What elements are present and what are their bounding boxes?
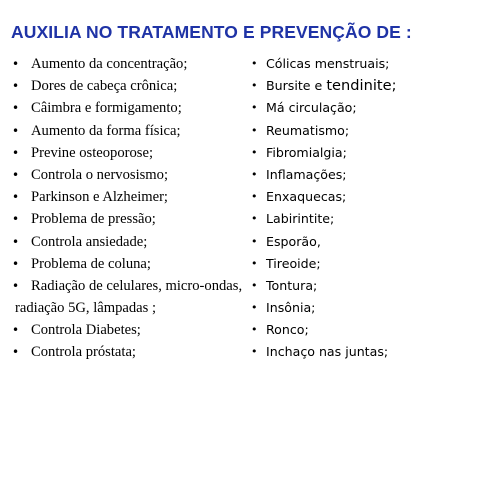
list-item-text: Controla próstata; <box>31 344 136 361</box>
list-item-text: Controla o nervosismo; <box>31 166 169 183</box>
list-item-text: Previne osteoporose; <box>31 144 153 161</box>
list-item-continuation <box>12 297 252 319</box>
bullet-icon: • <box>251 57 258 70</box>
list-item-text: Tireoide; <box>266 255 321 271</box>
bullet-icon: • <box>12 123 20 138</box>
list-item <box>251 186 491 208</box>
list-item <box>251 53 491 75</box>
list-item <box>251 97 491 119</box>
bullet-icon: • <box>12 79 20 94</box>
list-item <box>251 319 491 341</box>
bullet-icon: • <box>12 345 20 360</box>
list-item <box>12 341 252 363</box>
list-item <box>12 97 252 119</box>
list-item-text: Fibromialgia; <box>266 144 347 160</box>
bullet-icon: • <box>251 123 258 137</box>
list-item-text: Problema de coluna; <box>31 255 151 272</box>
bullet-icon: • <box>12 256 20 271</box>
bullet-icon: • <box>12 57 20 71</box>
list-item <box>12 120 252 142</box>
list-item-text: Aumento da concentração; <box>31 56 188 72</box>
list-item <box>251 164 491 186</box>
bullet-icon: • <box>12 101 20 116</box>
list-item-text-large: ; <box>391 77 397 95</box>
list-item <box>251 120 491 142</box>
list-item-text: Controla ansiedade; <box>31 233 148 250</box>
list-item <box>12 319 252 341</box>
list-item-text: Problema de pressão; <box>31 211 156 228</box>
bullet-icon: • <box>12 278 20 293</box>
list-item-text: Cólicas menstruais; <box>266 56 390 71</box>
list-item <box>251 142 491 164</box>
bullet-icon: • <box>12 234 20 249</box>
list-item <box>251 231 491 253</box>
list-item <box>12 186 252 208</box>
bullet-icon: • <box>251 101 258 115</box>
bullet-icon: • <box>251 301 258 315</box>
list-item <box>251 297 491 319</box>
list-item <box>251 75 491 97</box>
list-item <box>251 208 491 230</box>
list-item <box>251 341 491 363</box>
bullet-icon: • <box>251 234 258 248</box>
list-item-text: Parkinson e Alzheimer; <box>31 189 168 206</box>
left-list <box>12 53 252 364</box>
list-item-text: Bursite e <box>266 78 327 94</box>
list-item-text: Reumatismo; <box>266 122 350 138</box>
list-item-text: Aumento da forma física; <box>31 122 181 139</box>
list-item-text-large: tendinite <box>326 77 392 95</box>
list-item <box>12 164 252 186</box>
list-item-text: Radiação de celulares, micro-ondas, <box>31 277 243 294</box>
bullet-icon: • <box>12 212 20 227</box>
bullet-icon: • <box>12 167 20 182</box>
bullet-icon: • <box>251 323 258 337</box>
bullet-icon: • <box>12 145 20 160</box>
list-item <box>12 253 252 275</box>
list-item <box>12 142 252 164</box>
list-item <box>12 231 252 253</box>
list-item <box>12 75 252 97</box>
bullet-icon: • <box>251 190 258 204</box>
list-item-text: Labirintite; <box>266 211 335 227</box>
list-item-text: Esporão, <box>266 233 321 249</box>
bullet-icon: • <box>251 167 258 181</box>
bullet-icon: • <box>251 79 258 93</box>
list-item-text: Insônia; <box>266 300 316 316</box>
bullet-icon: • <box>12 323 20 338</box>
bullet-icon: • <box>251 212 258 226</box>
right-list <box>251 53 491 364</box>
bullet-icon: • <box>251 345 258 359</box>
list-item-text: Inflamações; <box>266 166 347 182</box>
bullet-icon: • <box>251 278 258 292</box>
list-item-text: Má circulação; <box>266 100 357 116</box>
list-item <box>12 53 252 75</box>
list-item <box>12 275 252 297</box>
list-item-text: Tontura; <box>266 277 318 293</box>
list-item <box>251 253 491 275</box>
list-item <box>251 275 491 297</box>
list-item-text: radiação 5G, lâmpadas ; <box>15 300 157 317</box>
list-item <box>12 208 252 230</box>
bullet-icon: • <box>251 145 258 159</box>
bullet-icon: • <box>12 190 20 205</box>
list-item-text: Dores de cabeça crônica; <box>31 78 178 95</box>
bullet-icon: • <box>251 256 258 270</box>
list-item-text: Câimbra e formigamento; <box>31 100 182 117</box>
list-item-text: Ronco; <box>266 322 309 338</box>
list-item-text: Controla Diabetes; <box>31 322 141 339</box>
list-item-text: Enxaquecas; <box>266 189 347 205</box>
page-title: AUXILIA NO TRATAMENTO E PREVENÇÃO DE : <box>11 22 412 42</box>
list-item-text: Inchaço nas juntas; <box>266 344 389 360</box>
